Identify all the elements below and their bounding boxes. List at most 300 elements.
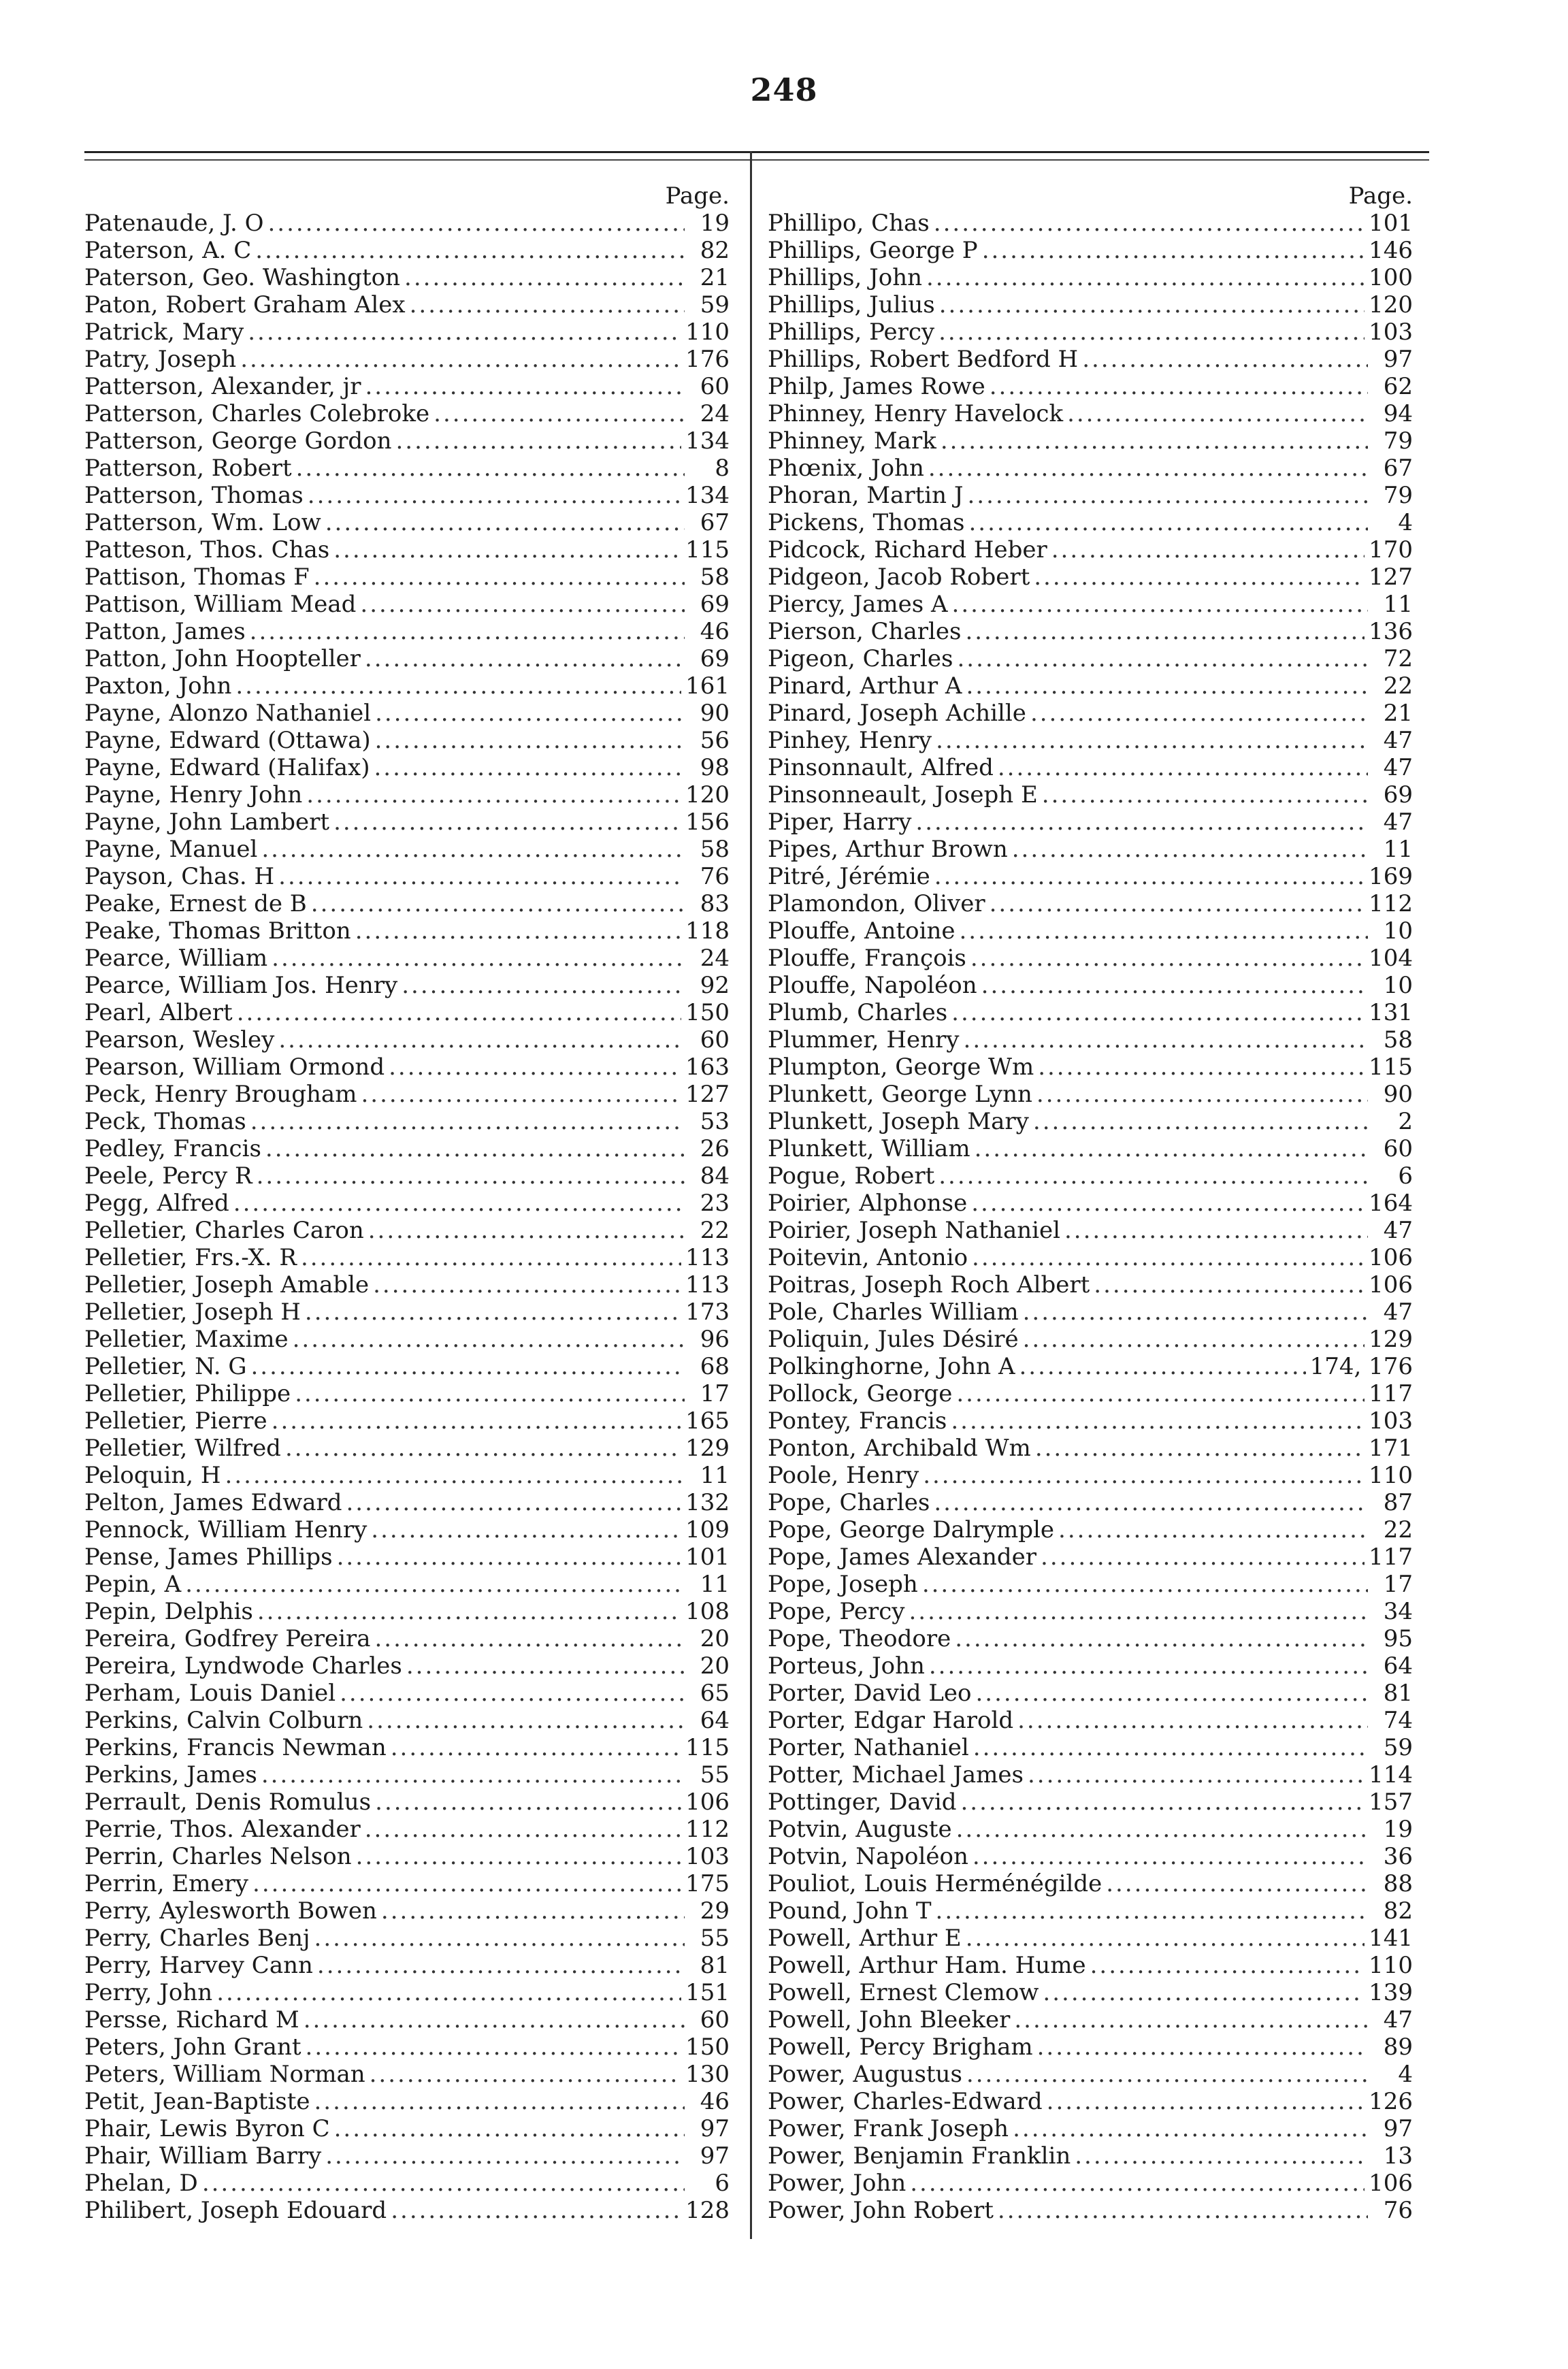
entry-name: Phillips, George P	[768, 237, 978, 264]
index-entry	[84, 1598, 730, 1625]
dot-leader	[928, 455, 1368, 482]
entry-name: Phillipo, Chas	[768, 210, 930, 237]
entry-page: 72	[1383, 645, 1413, 672]
entry-name: Piercy, James A	[768, 591, 948, 618]
dot-leader	[325, 2142, 685, 2170]
index-entry	[84, 2115, 730, 2142]
entry-name: Payne, Alonzo Nathaniel	[84, 700, 372, 727]
entry-page: 156	[685, 808, 730, 836]
index-entry	[84, 591, 730, 618]
index-entry	[84, 1543, 730, 1571]
entry-page: 89	[1383, 2033, 1413, 2061]
index-entry	[84, 563, 730, 591]
index-entry	[768, 1625, 1413, 1652]
index-entry	[84, 1380, 730, 1407]
entry-name: Patterson, Robert	[84, 455, 292, 482]
dot-leader	[202, 2170, 685, 2197]
index-entry	[768, 1788, 1413, 1816]
entry-name: Powell, John Bleeker	[768, 2006, 1011, 2033]
entry-page: 64	[700, 1707, 730, 1734]
entry-name: Phinney, Mark	[768, 427, 936, 455]
entry-page: 47	[1383, 808, 1413, 836]
entry-name: Patterson, Alexander, jr	[84, 373, 361, 400]
entry-name: Pinhey, Henry	[768, 727, 932, 754]
dot-leader	[1064, 1217, 1368, 1244]
dot-leader	[265, 1135, 685, 1162]
entry-name: Pelletier, Philippe	[84, 1380, 291, 1407]
entry-page: 11	[1383, 591, 1413, 618]
index-entry	[84, 1353, 730, 1380]
dot-leader	[314, 563, 685, 591]
entry-page: 106	[1369, 1244, 1413, 1271]
dot-leader	[922, 1571, 1368, 1598]
entry-page: 23	[700, 1190, 730, 1217]
index-entry	[768, 2088, 1413, 2115]
index-entry	[84, 1244, 730, 1271]
dot-leader	[368, 1217, 685, 1244]
entry-page: 4	[1398, 2061, 1413, 2088]
index-entry	[84, 1870, 730, 1897]
entry-name: Potter, Michael James	[768, 1761, 1024, 1788]
index-entry	[768, 1707, 1413, 1734]
dot-leader	[261, 836, 685, 863]
dot-leader	[314, 1925, 685, 1952]
entry-name: Paxton, John	[84, 672, 232, 700]
index-entry	[768, 672, 1413, 700]
index-entry	[84, 1298, 730, 1326]
entry-page: 59	[700, 291, 730, 318]
entry-page: 115	[685, 536, 730, 563]
entry-page: 97	[700, 2142, 730, 2170]
entry-name: Payne, Edward (Halifax)	[84, 754, 370, 781]
entry-name: Ponton, Archibald Wm	[768, 1435, 1031, 1462]
entry-name: Pope, George Dalrymple	[768, 1516, 1055, 1543]
header-rule-secondary	[84, 159, 1429, 161]
entry-page: 55	[700, 1761, 730, 1788]
index-entry	[768, 427, 1413, 455]
dot-leader	[365, 645, 685, 672]
index-entry	[84, 2142, 730, 2170]
entry-name: Pinard, Joseph Achille	[768, 700, 1026, 727]
entry-page: 176	[685, 346, 730, 373]
entry-name: Poirier, Alphonse	[768, 1190, 968, 1217]
entry-name: Poole, Henry	[768, 1462, 919, 1489]
entry-name: Pitré, Jérémie	[768, 863, 930, 890]
entry-page: 104	[1369, 945, 1413, 972]
entry-name: Power, Charles-Edward	[768, 2088, 1043, 2115]
dot-leader	[1037, 2033, 1368, 2061]
entry-name: Patteson, Thos. Chas	[84, 536, 330, 563]
dot-leader	[305, 1298, 681, 1326]
entry-page: 17	[700, 1380, 730, 1407]
index-entry	[768, 645, 1413, 672]
entry-name: Paterson, Geo. Washington	[84, 264, 401, 291]
index-entry	[768, 2197, 1413, 2224]
entry-page: 4	[1398, 509, 1413, 536]
dot-leader	[360, 591, 685, 618]
dot-leader	[1030, 700, 1368, 727]
index-entry	[768, 318, 1413, 346]
index-entry	[768, 1925, 1413, 1952]
entry-page: 101	[1369, 210, 1413, 237]
entry-name: Pogue, Robert	[768, 1162, 935, 1190]
entry-name: Pelletier, Wilfred	[84, 1435, 281, 1462]
entry-name: Petit, Jean-Baptiste	[84, 2088, 310, 2115]
index-entry	[768, 700, 1413, 727]
left-page-header: Page.	[665, 182, 730, 210]
dot-leader	[951, 999, 1365, 1026]
index-entry	[768, 346, 1413, 373]
entry-page: 47	[1383, 754, 1413, 781]
dot-leader	[968, 482, 1369, 509]
dot-leader	[216, 1979, 681, 2006]
index-entry	[768, 781, 1413, 808]
index-entry	[84, 1625, 730, 1652]
entry-name: Phillips, Robert Bedford H	[768, 346, 1079, 373]
entry-name: Powell, Arthur E	[768, 1925, 962, 1952]
entry-name: Pollock, George	[768, 1380, 953, 1407]
entry-page: 103	[1369, 318, 1413, 346]
entry-page: 139	[1369, 1979, 1413, 2006]
entry-name: Poirier, Joseph Nathaniel	[768, 1217, 1060, 1244]
dot-leader	[301, 1244, 681, 1271]
dot-leader	[257, 1598, 681, 1625]
dot-leader	[910, 2170, 1365, 2197]
entry-name: Pearl, Albert	[84, 999, 233, 1026]
entry-page: 58	[700, 563, 730, 591]
dot-leader	[1075, 2142, 1368, 2170]
dot-leader	[272, 945, 685, 972]
dot-leader	[389, 1053, 681, 1081]
entry-name: Pierson, Charles	[768, 618, 962, 645]
entry-page: 115	[685, 1734, 730, 1761]
index-entry	[84, 2170, 730, 2197]
dot-leader	[936, 1897, 1368, 1925]
dot-leader	[361, 1081, 681, 1108]
dot-leader	[314, 2088, 685, 2115]
entry-name: Phœnix, John	[768, 455, 924, 482]
index-entry	[84, 754, 730, 781]
dot-leader	[968, 509, 1368, 536]
dot-leader	[1014, 2006, 1368, 2033]
entry-name: Porter, David Leo	[768, 1680, 972, 1707]
index-entry	[768, 455, 1413, 482]
entry-page: 94	[1383, 400, 1413, 427]
entry-name: Peck, Henry Brougham	[84, 1081, 357, 1108]
entry-name: Polkinghorne, John A	[768, 1353, 1015, 1380]
dot-leader	[285, 1435, 681, 1462]
index-entry	[768, 400, 1413, 427]
entry-name: Paterson, A. C	[84, 237, 252, 264]
entry-name: Pole, Charles William	[768, 1298, 1019, 1326]
dot-leader	[960, 1788, 1365, 1816]
entry-name: Pouliot, Louis Herménégilde	[768, 1870, 1102, 1897]
entry-page: 34	[1383, 1598, 1413, 1625]
entry-name: Pepin, Delphis	[84, 1598, 253, 1625]
index-entry	[84, 645, 730, 672]
entry-page: 79	[1383, 482, 1413, 509]
index-entry	[84, 917, 730, 945]
entry-page: 112	[1369, 890, 1413, 917]
dot-leader	[934, 863, 1365, 890]
dot-leader	[1090, 1952, 1365, 1979]
dot-leader	[972, 1244, 1365, 1271]
entry-page: 175	[685, 1870, 730, 1897]
dot-leader	[306, 2033, 682, 2061]
index-entry	[768, 1598, 1413, 1625]
dot-leader	[233, 1190, 685, 1217]
column-divider	[750, 151, 752, 2239]
dot-leader	[973, 1734, 1368, 1761]
index-entry	[84, 1925, 730, 1952]
index-entry	[84, 1680, 730, 1707]
entry-name: Plamondon, Oliver	[768, 890, 985, 917]
index-entry	[84, 2197, 730, 2224]
entry-name: Persse, Richard M	[84, 2006, 299, 2033]
dot-leader	[257, 1162, 685, 1190]
dot-leader	[375, 700, 685, 727]
dot-leader	[1012, 836, 1368, 863]
dot-leader	[971, 1190, 1365, 1217]
index-entry	[84, 863, 730, 890]
entry-name: Perry, John	[84, 1979, 213, 2006]
entry-page: 106	[1369, 2170, 1413, 2197]
entry-name: Pennock, William Henry	[84, 1516, 368, 1543]
index-entry	[768, 291, 1413, 318]
index-entry	[84, 2006, 730, 2033]
entry-page: 47	[1383, 727, 1413, 754]
entry-page: 11	[700, 1571, 730, 1598]
entry-page: 46	[700, 618, 730, 645]
dot-leader	[934, 210, 1365, 237]
index-entry	[768, 2033, 1413, 2061]
entry-page: 106	[1369, 1271, 1413, 1298]
entry-name: Porter, Nathaniel	[768, 1734, 969, 1761]
entry-page: 68	[700, 1353, 730, 1380]
entry-name: Payne, Henry John	[84, 781, 303, 808]
entry-page: 127	[1369, 563, 1413, 591]
index-entry	[84, 1788, 730, 1816]
entry-name: Potvin, Napoléon	[768, 1843, 968, 1870]
entry-page: 24	[700, 400, 730, 427]
index-entry	[768, 836, 1413, 863]
dot-leader	[990, 890, 1365, 917]
entry-name: Perrin, Emery	[84, 1870, 249, 1897]
entry-name: Paton, Robert Graham Alex	[84, 291, 406, 318]
index-entry	[768, 1652, 1413, 1680]
index-entry	[768, 509, 1413, 536]
index-entry	[768, 1734, 1413, 1761]
entry-name: Power, John Robert	[768, 2197, 994, 2224]
index-entry	[768, 1489, 1413, 1516]
dot-leader	[981, 972, 1368, 999]
entry-name: Pope, Theodore	[768, 1625, 951, 1652]
entry-name: Peake, Thomas Britton	[84, 917, 351, 945]
entry-page: 169	[1369, 863, 1413, 890]
entry-name: Power, John	[768, 2170, 906, 2197]
entry-name: Pelton, James Edward	[84, 1489, 342, 1516]
index-entry	[768, 1108, 1413, 1135]
dot-leader	[938, 1162, 1368, 1190]
entry-page: 132	[685, 1489, 730, 1516]
entry-page: 115	[1369, 1053, 1413, 1081]
entry-name: Phillips, Percy	[768, 318, 935, 346]
index-entry	[84, 972, 730, 999]
entry-page: 59	[1383, 1734, 1413, 1761]
entry-name: Payson, Chas. H	[84, 863, 275, 890]
dot-leader	[311, 890, 685, 917]
dot-leader	[374, 754, 685, 781]
dot-leader	[278, 863, 685, 890]
index-entry	[84, 318, 730, 346]
index-entry	[84, 945, 730, 972]
entry-page: 95	[1383, 1625, 1413, 1652]
entry-name: Porteus, John	[768, 1652, 925, 1680]
entry-page: 161	[685, 672, 730, 700]
entry-page: 120	[1369, 291, 1413, 318]
entry-page: 113	[685, 1271, 730, 1298]
entry-name: Pelletier, Frs.-X. R	[84, 1244, 297, 1271]
entry-page: 6	[1398, 1162, 1413, 1190]
index-entry	[84, 890, 730, 917]
entry-page: 87	[1383, 1489, 1413, 1516]
dot-leader	[952, 591, 1368, 618]
entry-page: 60	[700, 2006, 730, 2033]
dot-leader	[410, 291, 685, 318]
entry-name: Plouffe, François	[768, 945, 966, 972]
entry-page: 69	[1383, 781, 1413, 808]
entry-page: 22	[700, 1217, 730, 1244]
index-entry	[768, 237, 1413, 264]
entry-page: 69	[700, 591, 730, 618]
index-entry	[768, 1843, 1413, 1870]
index-entry	[768, 2142, 1413, 2170]
index-entry	[84, 1217, 730, 1244]
entry-page: 17	[1383, 1571, 1413, 1598]
right-entry-list	[768, 210, 1413, 2224]
dot-leader	[395, 427, 681, 455]
index-entry	[84, 1326, 730, 1353]
entry-page: 129	[1369, 1326, 1413, 1353]
dot-leader	[272, 1407, 681, 1435]
index-entry	[768, 1816, 1413, 1843]
entry-page: 146	[1369, 237, 1413, 264]
entry-page: 103	[685, 1843, 730, 1870]
left-entry-list	[84, 210, 730, 2224]
index-entry	[84, 700, 730, 727]
index-entry	[84, 1271, 730, 1298]
index-entry	[768, 1026, 1413, 1053]
dot-leader	[1013, 2115, 1368, 2142]
dot-leader	[956, 1816, 1368, 1843]
index-entry	[84, 1081, 730, 1108]
entry-name: Pelletier, Joseph H	[84, 1298, 301, 1326]
entry-name: Perrie, Thos. Alexander	[84, 1816, 361, 1843]
index-entry	[84, 373, 730, 400]
index-entry	[768, 563, 1413, 591]
index-entry	[768, 373, 1413, 400]
index-entry	[768, 2061, 1413, 2088]
index-entry	[84, 400, 730, 427]
entry-name: Phelan, D	[84, 2170, 198, 2197]
entry-page: 60	[1383, 1135, 1413, 1162]
dot-leader	[237, 999, 681, 1026]
entry-name: Perry, Harvey Cann	[84, 1952, 313, 1979]
dot-leader	[1043, 1979, 1365, 2006]
entry-page: 47	[1383, 1298, 1413, 1326]
entry-name: Pereira, Godfrey Pereira	[84, 1625, 371, 1652]
entry-page: 84	[700, 1162, 730, 1190]
entry-name: Pontey, Francis	[768, 1407, 947, 1435]
index-entry	[84, 1162, 730, 1190]
entry-name: Patry, Joseph	[84, 346, 237, 373]
index-entry	[768, 863, 1413, 890]
entry-name: Pigeon, Charles	[768, 645, 953, 672]
index-entry	[84, 836, 730, 863]
dot-leader	[1034, 563, 1365, 591]
dot-leader	[1082, 346, 1368, 373]
right-page-header: Page.	[1348, 182, 1413, 210]
entry-page: 114	[1369, 1761, 1413, 1788]
entry-page: 101	[685, 1543, 730, 1571]
entry-name: Powell, Ernest Clemow	[768, 1979, 1039, 2006]
dot-leader	[1067, 400, 1368, 427]
index-entry	[84, 618, 730, 645]
dot-leader	[267, 210, 685, 237]
index-entry	[84, 346, 730, 373]
entry-page: 20	[700, 1625, 730, 1652]
entry-name: Pearson, William Ormond	[84, 1053, 385, 1081]
entry-name: Pearson, Wesley	[84, 1026, 275, 1053]
entry-name: Pattison, Thomas F	[84, 563, 310, 591]
entry-name: Pope, Percy	[768, 1598, 905, 1625]
index-entry	[84, 455, 730, 482]
dot-leader	[240, 346, 681, 373]
dot-leader	[998, 2197, 1368, 2224]
entry-page: 81	[1383, 1680, 1413, 1707]
index-entry	[768, 1353, 1413, 1380]
entry-page: 129	[685, 1435, 730, 1462]
index-entry	[768, 972, 1413, 999]
entry-page: 53	[700, 1108, 730, 1135]
dot-leader	[306, 781, 681, 808]
index-entry	[84, 2033, 730, 2061]
dot-leader	[391, 2197, 681, 2224]
entry-name: Perkins, James	[84, 1761, 257, 1788]
index-entry	[84, 1407, 730, 1435]
entry-page: 65	[700, 1680, 730, 1707]
index-entry	[84, 2061, 730, 2088]
entry-page: 13	[1383, 2142, 1413, 2170]
dot-leader	[1047, 2088, 1365, 2115]
index-entry	[84, 781, 730, 808]
index-entry	[84, 1516, 730, 1543]
dot-leader	[391, 1734, 681, 1761]
entry-page: 134	[685, 427, 730, 455]
entry-page: 69	[700, 645, 730, 672]
entry-name: Peele, Percy R	[84, 1162, 252, 1190]
index-entry	[84, 1190, 730, 1217]
entry-name: Pottinger, David	[768, 1788, 957, 1816]
dot-leader	[373, 1271, 681, 1298]
dot-leader	[365, 1816, 681, 1843]
dot-leader	[966, 672, 1368, 700]
entry-name: Patton, John Hoopteller	[84, 645, 361, 672]
entry-name: Pipes, Arthur Brown	[768, 836, 1008, 863]
dot-leader	[1036, 1081, 1368, 1108]
index-entry	[768, 1952, 1413, 1979]
index-entry	[84, 1135, 730, 1162]
